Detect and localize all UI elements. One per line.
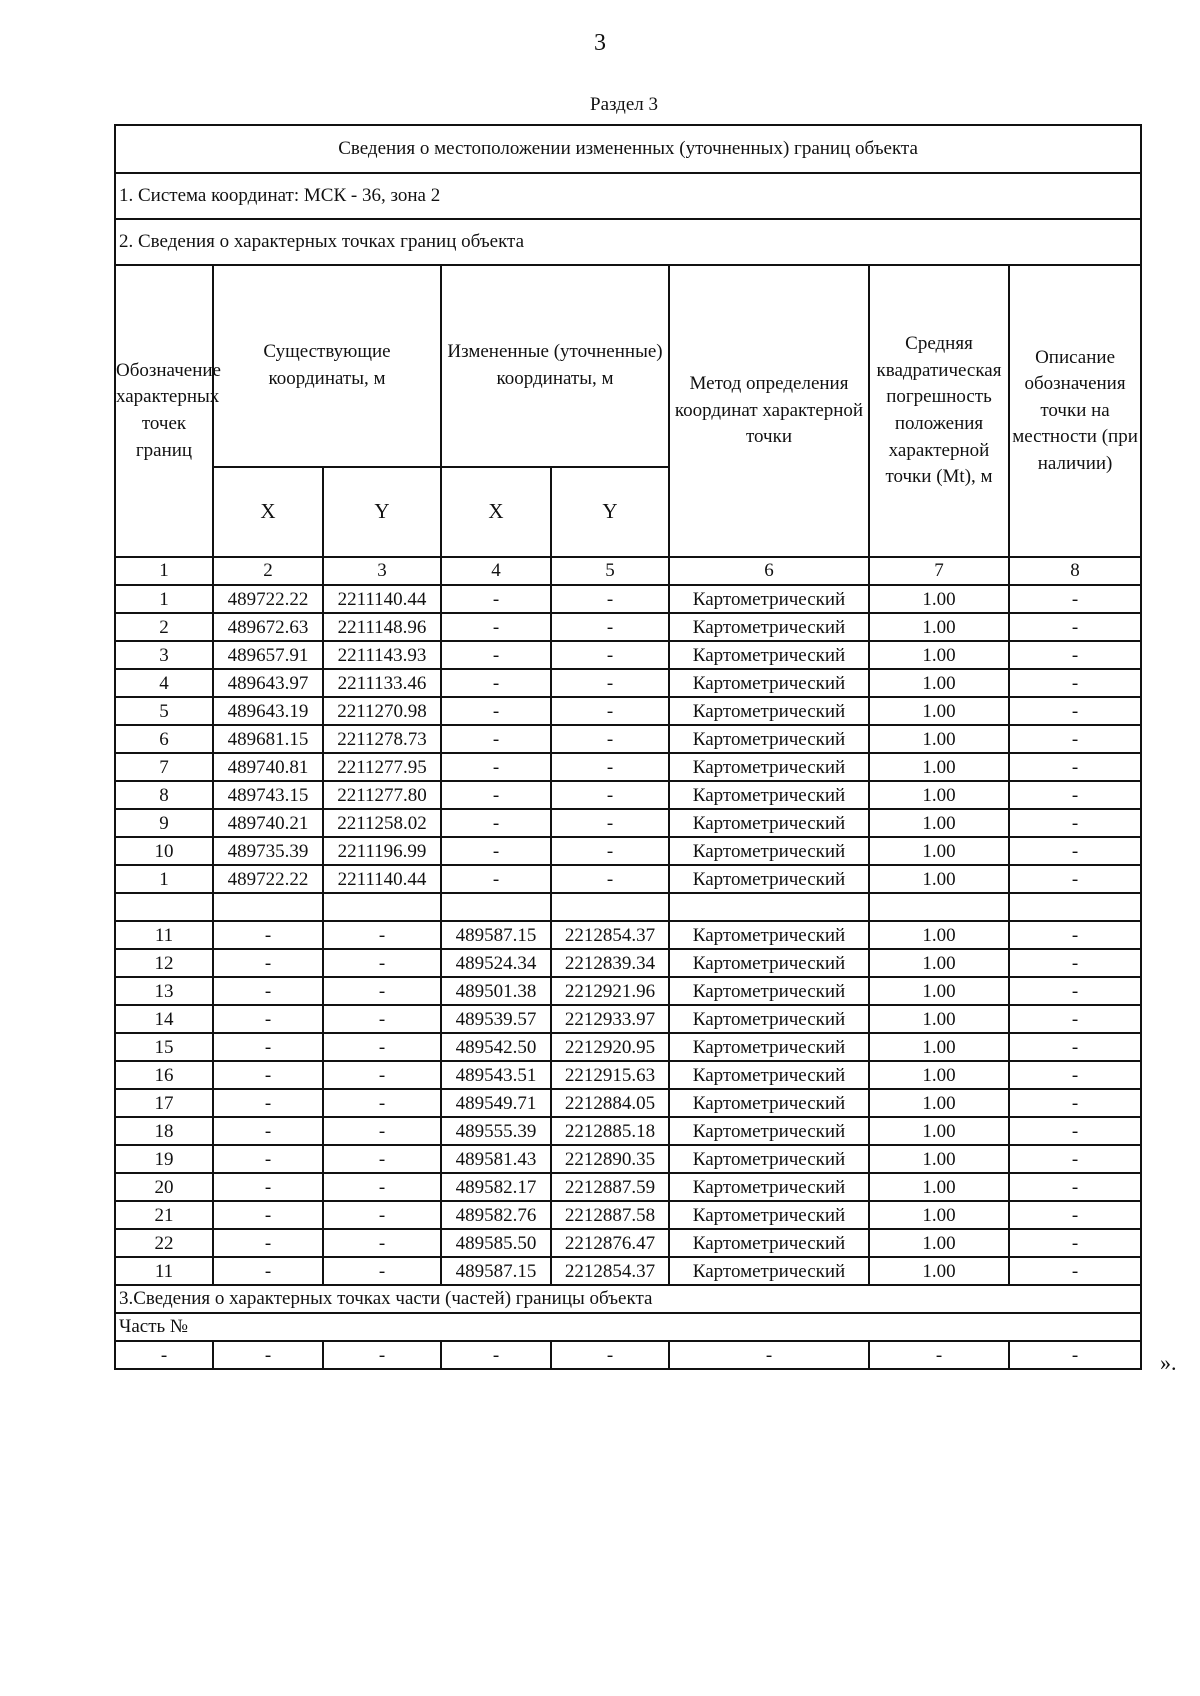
table-cell: 1.00 bbox=[869, 1061, 1009, 1089]
table-title: Сведения о местоположении измененных (уточненных) границ объекта bbox=[115, 125, 1141, 173]
table-cell bbox=[213, 893, 323, 921]
table-cell: 2212890.35 bbox=[551, 1145, 669, 1173]
table-cell: - bbox=[1009, 1201, 1141, 1229]
table-cell: - bbox=[323, 1061, 441, 1089]
table-cell: Картометрический bbox=[669, 753, 869, 781]
table-cell: Картометрический bbox=[669, 977, 869, 1005]
table-cell: - bbox=[213, 977, 323, 1005]
column-header-row bbox=[115, 265, 1141, 467]
table-cell: 1 bbox=[115, 557, 213, 585]
header-changed: Измененные (уточненные) координаты, м bbox=[441, 265, 669, 467]
table-cell: - bbox=[1009, 1033, 1141, 1061]
table-cell bbox=[323, 893, 441, 921]
part-data-row bbox=[115, 1341, 1141, 1369]
table-cell: Картометрический bbox=[669, 809, 869, 837]
points-header-row bbox=[115, 219, 1141, 265]
table-cell: Картометрический bbox=[669, 1173, 869, 1201]
table-cell: 1.00 bbox=[869, 1229, 1009, 1257]
table-cell: - bbox=[1009, 1117, 1141, 1145]
table-cell: 1.00 bbox=[869, 613, 1009, 641]
header-changed-x: X bbox=[441, 467, 551, 557]
table-cell: 489524.34 bbox=[441, 949, 551, 977]
table-cell: Картометрический bbox=[669, 1145, 869, 1173]
table-cell: 8 bbox=[1009, 557, 1141, 585]
table-cell: - bbox=[323, 1341, 441, 1369]
table-cell: - bbox=[323, 1201, 441, 1229]
table-cell: 1.00 bbox=[869, 697, 1009, 725]
table-row bbox=[115, 669, 1141, 697]
table-cell: 15 bbox=[115, 1033, 213, 1061]
table-cell: - bbox=[323, 1005, 441, 1033]
table-cell: - bbox=[551, 1341, 669, 1369]
table-cell: - bbox=[1009, 949, 1141, 977]
table-cell: - bbox=[551, 809, 669, 837]
table-cell: 489672.63 bbox=[213, 613, 323, 641]
table-cell: - bbox=[213, 1145, 323, 1173]
table-cell: - bbox=[1009, 613, 1141, 641]
table-cell: - bbox=[1009, 1089, 1141, 1117]
table-cell: 2211133.46 bbox=[323, 669, 441, 697]
table-cell: - bbox=[441, 1341, 551, 1369]
table-cell: - bbox=[441, 585, 551, 613]
page-number: 3 bbox=[594, 30, 606, 56]
table-cell: 2211277.95 bbox=[323, 753, 441, 781]
table-cell: 489740.81 bbox=[213, 753, 323, 781]
table-cell: Картометрический bbox=[669, 1061, 869, 1089]
table-cell: Картометрический bbox=[669, 1201, 869, 1229]
coordinate-system-row bbox=[115, 173, 1141, 219]
table-cell: 10 bbox=[115, 837, 213, 865]
table-cell: 1.00 bbox=[869, 977, 1009, 1005]
table-cell: Картометрический bbox=[669, 697, 869, 725]
table-cell: - bbox=[1009, 697, 1141, 725]
table-cell: - bbox=[213, 1229, 323, 1257]
table-row bbox=[115, 1257, 1141, 1285]
table-cell: 2211143.93 bbox=[323, 641, 441, 669]
header-method: Метод определения координат характерной точки bbox=[669, 265, 869, 557]
table-cell: 2212839.34 bbox=[551, 949, 669, 977]
table-cell: 1.00 bbox=[869, 1033, 1009, 1061]
table-cell: 2212920.95 bbox=[551, 1033, 669, 1061]
table-cell: 489643.19 bbox=[213, 697, 323, 725]
table-row bbox=[115, 921, 1141, 949]
table-cell bbox=[1009, 893, 1141, 921]
table-cell: 1.00 bbox=[869, 753, 1009, 781]
table-cell: 17 bbox=[115, 1089, 213, 1117]
table-cell: Картометрический bbox=[669, 921, 869, 949]
table-cell: 1.00 bbox=[869, 585, 1009, 613]
table-cell: 1.00 bbox=[869, 1145, 1009, 1173]
table-cell: 2212921.96 bbox=[551, 977, 669, 1005]
table-cell: 489735.39 bbox=[213, 837, 323, 865]
table-cell: - bbox=[1009, 1005, 1141, 1033]
table-cell: - bbox=[323, 977, 441, 1005]
table-row bbox=[115, 1089, 1141, 1117]
table-cell: - bbox=[213, 921, 323, 949]
table-cell: Картометрический bbox=[669, 1033, 869, 1061]
table-cell bbox=[441, 893, 551, 921]
table-cell: 1.00 bbox=[869, 809, 1009, 837]
closing-mark: ». bbox=[1160, 1350, 1177, 1375]
table-cell bbox=[869, 893, 1009, 921]
table-cell: - bbox=[441, 641, 551, 669]
table-cell: - bbox=[551, 669, 669, 697]
table-cell: 1.00 bbox=[869, 921, 1009, 949]
table-cell: 489549.71 bbox=[441, 1089, 551, 1117]
table-cell: 1.00 bbox=[869, 1089, 1009, 1117]
table-row bbox=[115, 865, 1141, 893]
parts-header: 3.Сведения о характерных точках части (частей) границы объекта bbox=[115, 1285, 1141, 1313]
table-cell: - bbox=[551, 641, 669, 669]
header-error: Средняя квадратическая погрешность положения характерной точки (Mt), м bbox=[869, 265, 1009, 557]
table-cell: 2212887.59 bbox=[551, 1173, 669, 1201]
column-number-row bbox=[115, 557, 1141, 585]
table-cell: 11 bbox=[115, 1257, 213, 1285]
table-cell: 2212933.97 bbox=[551, 1005, 669, 1033]
table-cell: 2212884.05 bbox=[551, 1089, 669, 1117]
header-existing: Существующие координаты, м bbox=[213, 265, 441, 467]
table-cell: Картометрический bbox=[669, 865, 869, 893]
table-cell: - bbox=[441, 753, 551, 781]
table-cell: - bbox=[323, 1089, 441, 1117]
table-cell: 1.00 bbox=[869, 781, 1009, 809]
table-cell: 489581.43 bbox=[441, 1145, 551, 1173]
table-cell bbox=[551, 893, 669, 921]
table-cell: 489501.38 bbox=[441, 977, 551, 1005]
table-cell: - bbox=[551, 865, 669, 893]
table-cell: 489582.17 bbox=[441, 1173, 551, 1201]
table-cell: 2212885.18 bbox=[551, 1117, 669, 1145]
table-cell: 1.00 bbox=[869, 949, 1009, 977]
table-cell: Картометрический bbox=[669, 1229, 869, 1257]
table-cell: - bbox=[1009, 921, 1141, 949]
table-cell: 9 bbox=[115, 809, 213, 837]
table-row bbox=[115, 949, 1141, 977]
table-row bbox=[115, 1173, 1141, 1201]
table-cell: 5 bbox=[551, 557, 669, 585]
table-cell: - bbox=[441, 613, 551, 641]
table-cell: 1.00 bbox=[869, 1201, 1009, 1229]
table-cell: - bbox=[441, 697, 551, 725]
table-row bbox=[115, 1005, 1141, 1033]
table-cell: - bbox=[1009, 1145, 1141, 1173]
table-cell: 489539.57 bbox=[441, 1005, 551, 1033]
table-cell: 1.00 bbox=[869, 1257, 1009, 1285]
table-cell: - bbox=[1009, 585, 1141, 613]
table-cell: - bbox=[1009, 1173, 1141, 1201]
table-cell: - bbox=[213, 1033, 323, 1061]
table-cell: - bbox=[551, 697, 669, 725]
table-cell: 2211277.80 bbox=[323, 781, 441, 809]
table-cell: - bbox=[213, 1005, 323, 1033]
table-cell: 7 bbox=[115, 753, 213, 781]
table-cell: Картометрический bbox=[669, 669, 869, 697]
table-cell: - bbox=[213, 1061, 323, 1089]
table-cell: 8 bbox=[115, 781, 213, 809]
table-cell: 2212887.58 bbox=[551, 1201, 669, 1229]
table-cell: - bbox=[669, 1341, 869, 1369]
table-cell: 2211148.96 bbox=[323, 613, 441, 641]
table-cell: 489643.97 bbox=[213, 669, 323, 697]
table-cell: 1.00 bbox=[869, 1005, 1009, 1033]
table-cell: 12 bbox=[115, 949, 213, 977]
table-cell: - bbox=[1009, 865, 1141, 893]
table-row bbox=[115, 613, 1141, 641]
table-row bbox=[115, 1033, 1141, 1061]
table-cell: 1.00 bbox=[869, 837, 1009, 865]
table-cell: Картометрический bbox=[669, 1117, 869, 1145]
table-cell: 2212854.37 bbox=[551, 1257, 669, 1285]
table-cell: 1.00 bbox=[869, 641, 1009, 669]
table-cell: 489587.15 bbox=[441, 1257, 551, 1285]
table-row bbox=[115, 753, 1141, 781]
table-cell: - bbox=[323, 1033, 441, 1061]
table-cell: - bbox=[551, 781, 669, 809]
table-cell: 1 bbox=[115, 585, 213, 613]
table-cell: 2211270.98 bbox=[323, 697, 441, 725]
table-cell: 1.00 bbox=[869, 865, 1009, 893]
table-cell: - bbox=[441, 669, 551, 697]
table-row bbox=[115, 781, 1141, 809]
header-designation: Обозначение характерных точек границ bbox=[115, 265, 213, 557]
parts-header-row bbox=[115, 1285, 1141, 1313]
table-cell: 11 bbox=[115, 921, 213, 949]
table-cell: Картометрический bbox=[669, 725, 869, 753]
boundary-points-table bbox=[114, 124, 1142, 1370]
table-cell: - bbox=[551, 753, 669, 781]
table-cell: Картометрический bbox=[669, 781, 869, 809]
table-cell: - bbox=[323, 921, 441, 949]
table-cell bbox=[115, 893, 213, 921]
table-cell: 489582.76 bbox=[441, 1201, 551, 1229]
table-cell: Картометрический bbox=[669, 585, 869, 613]
table-cell: 2 bbox=[115, 613, 213, 641]
header-existing-y: Y bbox=[323, 467, 441, 557]
table-cell: - bbox=[323, 1229, 441, 1257]
table-cell: - bbox=[1009, 669, 1141, 697]
table-cell: - bbox=[115, 1341, 213, 1369]
table-cell: - bbox=[1009, 809, 1141, 837]
table-cell: 489542.50 bbox=[441, 1033, 551, 1061]
table-cell: - bbox=[213, 1257, 323, 1285]
table-cell: - bbox=[213, 949, 323, 977]
table-row bbox=[115, 809, 1141, 837]
table-cell: 1.00 bbox=[869, 669, 1009, 697]
table-cell: Картометрический bbox=[669, 641, 869, 669]
table-cell: - bbox=[213, 1089, 323, 1117]
table-cell: 1.00 bbox=[869, 725, 1009, 753]
table-cell: - bbox=[1009, 1061, 1141, 1089]
table-cell: 5 bbox=[115, 697, 213, 725]
table-cell: 489555.39 bbox=[441, 1117, 551, 1145]
table-cell: 489543.51 bbox=[441, 1061, 551, 1089]
table-cell: - bbox=[1009, 781, 1141, 809]
table-cell: 2211140.44 bbox=[323, 585, 441, 613]
table-cell: - bbox=[213, 1201, 323, 1229]
table-cell: 2211278.73 bbox=[323, 725, 441, 753]
section-label: Раздел 3 bbox=[590, 94, 658, 115]
header-description: Описание обозначения точки на местности (при наличии) bbox=[1009, 265, 1141, 557]
table-cell: - bbox=[1009, 1341, 1141, 1369]
table-cell: - bbox=[1009, 641, 1141, 669]
table-row bbox=[115, 725, 1141, 753]
table-cell: 489740.21 bbox=[213, 809, 323, 837]
table-cell: - bbox=[323, 1173, 441, 1201]
table-cell: 6 bbox=[115, 725, 213, 753]
table-row bbox=[115, 641, 1141, 669]
table-cell: 3 bbox=[115, 641, 213, 669]
table-cell: - bbox=[213, 1173, 323, 1201]
part-number-row bbox=[115, 1313, 1141, 1341]
table-row bbox=[115, 1117, 1141, 1145]
table-cell: - bbox=[1009, 1229, 1141, 1257]
table-cell: - bbox=[323, 1145, 441, 1173]
table-cell: Картометрический bbox=[669, 1257, 869, 1285]
coordinate-system: 1. Система координат: МСК - 36, зона 2 bbox=[115, 173, 1141, 219]
table-cell: 4 bbox=[115, 669, 213, 697]
table-cell: 489585.50 bbox=[441, 1229, 551, 1257]
table-cell: - bbox=[1009, 753, 1141, 781]
table-cell: Картометрический bbox=[669, 949, 869, 977]
table-cell: - bbox=[323, 1117, 441, 1145]
table-cell: - bbox=[213, 1341, 323, 1369]
table-cell: - bbox=[1009, 1257, 1141, 1285]
table-row bbox=[115, 1229, 1141, 1257]
table-row bbox=[115, 977, 1141, 1005]
table-cell: Картометрический bbox=[669, 613, 869, 641]
table-cell: 6 bbox=[669, 557, 869, 585]
table-row bbox=[115, 585, 1141, 613]
table-cell: - bbox=[213, 1117, 323, 1145]
table-cell: 2 bbox=[213, 557, 323, 585]
table-cell: - bbox=[551, 613, 669, 641]
table-cell: 2212854.37 bbox=[551, 921, 669, 949]
table-cell: 1 bbox=[115, 865, 213, 893]
table-cell bbox=[669, 893, 869, 921]
table-cell: 2211196.99 bbox=[323, 837, 441, 865]
table-cell: Картометрический bbox=[669, 837, 869, 865]
table-cell: Картометрический bbox=[669, 1089, 869, 1117]
table-cell: 22 bbox=[115, 1229, 213, 1257]
table-cell: - bbox=[441, 809, 551, 837]
table-cell: - bbox=[551, 585, 669, 613]
table-row bbox=[115, 1061, 1141, 1089]
table-cell: 19 bbox=[115, 1145, 213, 1173]
header-changed-y: Y bbox=[551, 467, 669, 557]
table-cell: 20 bbox=[115, 1173, 213, 1201]
table-cell: 18 bbox=[115, 1117, 213, 1145]
table-row bbox=[115, 837, 1141, 865]
table-cell: - bbox=[441, 725, 551, 753]
table-cell: 489743.15 bbox=[213, 781, 323, 809]
table-cell: 2211140.44 bbox=[323, 865, 441, 893]
table-cell: 13 bbox=[115, 977, 213, 1005]
table-cell: - bbox=[323, 1257, 441, 1285]
table-cell: - bbox=[441, 865, 551, 893]
table-cell: - bbox=[1009, 837, 1141, 865]
table-cell: - bbox=[1009, 977, 1141, 1005]
table-row bbox=[115, 697, 1141, 725]
table-cell: 1.00 bbox=[869, 1117, 1009, 1145]
table-row bbox=[115, 1145, 1141, 1173]
table-cell: - bbox=[441, 837, 551, 865]
table-cell: 2212915.63 bbox=[551, 1061, 669, 1089]
table-cell: 2211258.02 bbox=[323, 809, 441, 837]
table-cell: 3 bbox=[323, 557, 441, 585]
table-cell: 489657.91 bbox=[213, 641, 323, 669]
table-cell: 1.00 bbox=[869, 1173, 1009, 1201]
table-cell: 489722.22 bbox=[213, 585, 323, 613]
part-number-label: Часть № bbox=[115, 1313, 1141, 1341]
table-cell: 14 bbox=[115, 1005, 213, 1033]
table-cell: 7 bbox=[869, 557, 1009, 585]
table-cell: - bbox=[869, 1341, 1009, 1369]
table-cell: Картометрический bbox=[669, 1005, 869, 1033]
table-cell: 16 bbox=[115, 1061, 213, 1089]
empty-separator-row bbox=[115, 893, 1141, 921]
table-cell: - bbox=[551, 837, 669, 865]
table-cell: 2212876.47 bbox=[551, 1229, 669, 1257]
table-cell: 489681.15 bbox=[213, 725, 323, 753]
points-header: 2. Сведения о характерных точках границ объекта bbox=[115, 219, 1141, 265]
table-cell: - bbox=[441, 781, 551, 809]
table-cell: 489722.22 bbox=[213, 865, 323, 893]
table-cell: - bbox=[551, 725, 669, 753]
table-cell: 4 bbox=[441, 557, 551, 585]
table-cell: - bbox=[323, 949, 441, 977]
header-existing-x: X bbox=[213, 467, 323, 557]
table-title-row bbox=[115, 125, 1141, 173]
table-row bbox=[115, 1201, 1141, 1229]
table-cell: - bbox=[1009, 725, 1141, 753]
table-cell: 21 bbox=[115, 1201, 213, 1229]
table-cell: 489587.15 bbox=[441, 921, 551, 949]
